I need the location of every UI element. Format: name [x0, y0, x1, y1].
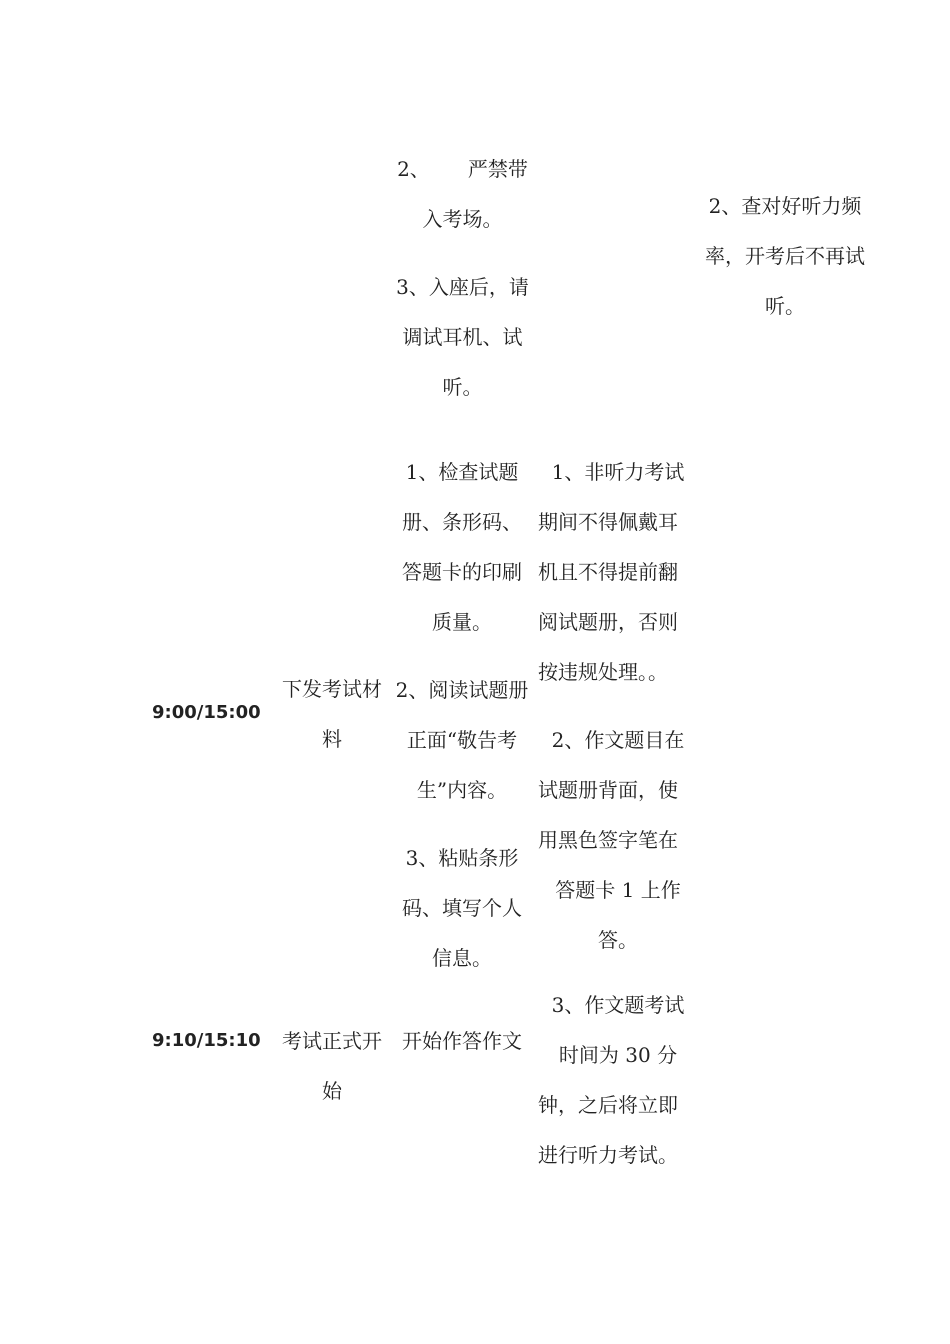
task-900-1-line-3: 答题卡的印刷 — [402, 560, 522, 584]
frequency-note-line-3: 听。 — [765, 294, 805, 318]
instruction-2-line-2: 入考场。 — [422, 207, 503, 231]
task-900-2-line-3: 生”内容。 — [416, 778, 508, 802]
event-910-line-2: 始 — [322, 1079, 342, 1103]
note-900-2-line-3: 用黑色签字笔在 — [538, 828, 678, 852]
note-900-2-line-4: 答题卡 1 上作 — [555, 878, 681, 902]
note-910-line-3: 钟，之后将立即 — [538, 1093, 678, 1117]
note-900-2-line-1: 2、作文题目在 — [551, 728, 685, 752]
pre-exam-instructions — [390, 144, 535, 412]
task-900-2-line-1: 2、阅读试题册 — [395, 678, 529, 702]
note-910-line-4: 进行听力考试。 — [538, 1143, 678, 1167]
instruction-3-line-3: 听。 — [442, 375, 483, 399]
notes-cell-900 — [538, 447, 698, 965]
task-900-1-line-1: 1、检查试题 — [405, 460, 519, 484]
task-900-1-line-2: 册、条形码、 — [402, 510, 522, 534]
event-900-line-2: 料 — [322, 727, 342, 751]
task-cell-910 — [388, 1016, 536, 1066]
listening-frequency-note — [700, 181, 870, 331]
event-910-line-1: 考试正式开 — [282, 1029, 382, 1053]
event-cell-900 — [276, 664, 388, 764]
note-900-1-line-3: 机且不得提前翻 — [538, 560, 678, 584]
event-900-line-1: 下发考试材 — [282, 677, 382, 701]
task-900-3-line-2: 码、填写个人 — [402, 896, 522, 920]
time-cell-900: 9:00/15:00 — [152, 702, 261, 723]
note-910-line-1: 3、作文题考试 — [551, 993, 685, 1017]
task-900-1-line-4: 质量。 — [432, 610, 492, 634]
instruction-3-line-2: 调试耳机、试 — [402, 325, 523, 349]
time-cell-910: 9:10/15:10 — [152, 1030, 261, 1051]
task-900-2-line-2: 正面“敬告考 — [406, 728, 518, 752]
note-910-line-2: 时间为 30 分 — [558, 1043, 678, 1067]
event-cell-910 — [276, 1016, 388, 1116]
note-900-2-line-5: 答。 — [598, 928, 638, 952]
instruction-3-line-1: 3、入座后，请 — [396, 275, 529, 299]
instruction-2-line-1: 2、 严禁带 — [397, 157, 528, 181]
notes-cell-910 — [538, 980, 698, 1180]
task-cell-900 — [388, 447, 536, 983]
note-900-2-line-2: 试题册背面，使 — [538, 778, 678, 802]
note-900-1-line-5: 按违规处理。。 — [538, 660, 668, 684]
note-900-1-line-4: 阅试题册，否则 — [538, 610, 678, 634]
frequency-note-line-1: 2、查对好听力频 — [708, 194, 862, 218]
frequency-note-line-2: 率，开考后不再试 — [705, 244, 865, 268]
task-900-3-line-1: 3、粘贴条形 — [405, 846, 519, 870]
note-900-1-line-2: 期间不得佩戴耳 — [538, 510, 678, 534]
task-910-line-1: 开始作答作文 — [402, 1029, 522, 1053]
note-900-1-line-1: 1、非听力考试 — [551, 460, 685, 484]
task-900-3-line-3: 信息。 — [432, 946, 492, 970]
